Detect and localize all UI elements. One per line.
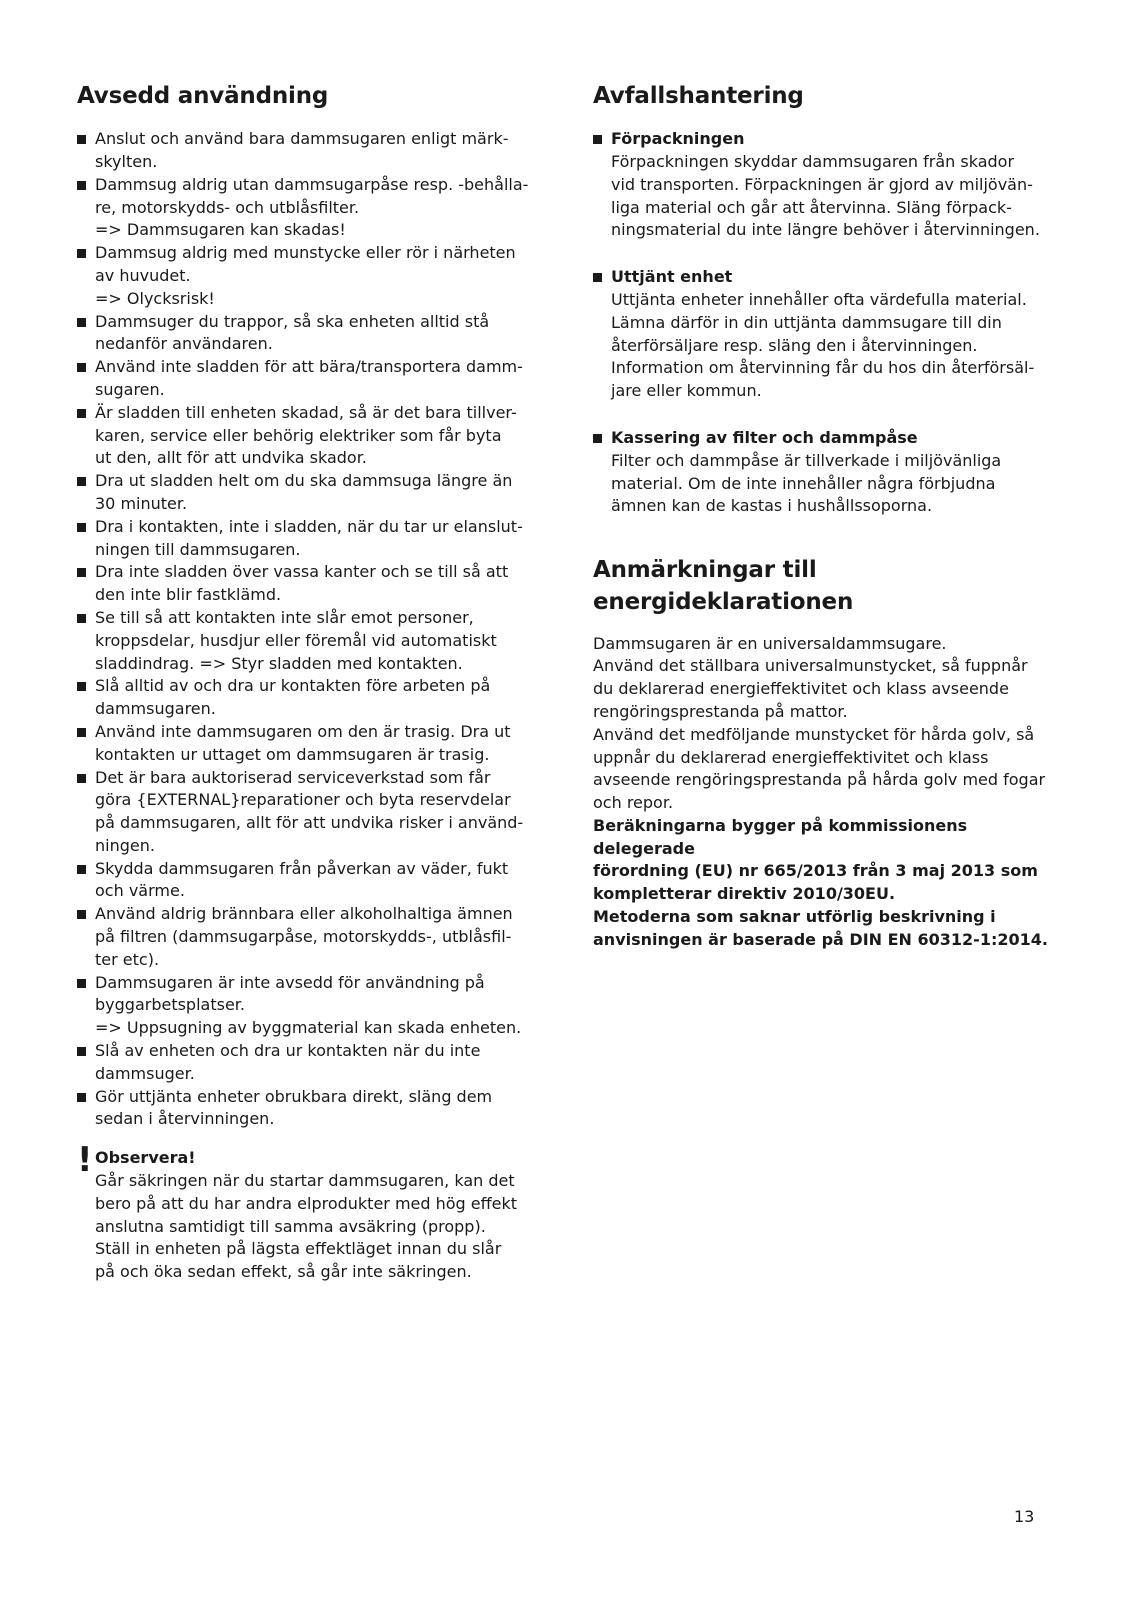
square-bullet-icon xyxy=(593,135,602,144)
square-bullet-icon xyxy=(593,434,602,443)
list-item xyxy=(77,675,547,721)
list-item-line: Använd inte sladden för att bära/transportera damm- xyxy=(95,357,523,377)
energy-bold-line: kompletterar direktiv 2010/30EU. xyxy=(593,884,896,904)
list-item-line: byggarbetsplatser. xyxy=(95,995,245,1015)
list-item-line: Dra inte sladden över vassa kanter och se till så att xyxy=(95,562,509,582)
energy-line: och repor. xyxy=(593,793,674,813)
list-item-line: Slå alltid av och dra ur kontakten före arbeten på xyxy=(95,676,491,696)
square-bullet-icon xyxy=(77,1047,86,1056)
list-item-line: på dammsugaren, allt för att undvika risker i använd- xyxy=(95,813,524,833)
energy-heading: Anmärkningar till energideklarationen xyxy=(593,557,854,616)
list-item xyxy=(77,1086,547,1132)
list-item xyxy=(77,356,547,402)
square-bullet-icon xyxy=(77,181,86,190)
list-item xyxy=(77,1040,547,1086)
exclamation-icon: ! xyxy=(77,1140,93,1181)
list-item-line: Använd aldrig brännbara eller alkoholhaltiga ämnen xyxy=(95,904,513,924)
list-item-line: Dra i kontakten, inte i sladden, när du tar ur elanslut- xyxy=(95,516,523,536)
energy-bold-lines xyxy=(593,815,1063,952)
waste-section-line: vid transporten. Förpackningen är gjord av miljövän- xyxy=(611,174,1033,194)
notice-line: Ställ in enheten på lägsta effektläget innan du slår xyxy=(95,1239,502,1259)
waste-section xyxy=(593,427,1063,518)
waste-sections xyxy=(593,128,1063,518)
list-item-line: Anslut och använd bara dammsugaren enligt märk- xyxy=(95,129,509,149)
waste-section-line: jare eller kommun. xyxy=(611,381,762,401)
waste-section-text xyxy=(611,289,1063,403)
list-item-line: kroppsdelar, husdjur eller föremål vid automatiskt xyxy=(95,630,497,650)
list-item-line: Använd inte dammsugaren om den är trasig. Dra ut xyxy=(95,721,511,741)
left-column xyxy=(77,80,547,1284)
list-item-line: Är sladden till enheten skadad, så är det bara tillver- xyxy=(95,402,517,422)
list-item xyxy=(77,402,547,470)
energy-bold-line: Beräkningarna bygger på kommissionens delegerade xyxy=(593,815,968,858)
list-item xyxy=(77,561,547,607)
list-item-line: Dra ut sladden helt om du ska dammsuga längre än xyxy=(95,471,513,491)
right-column xyxy=(593,80,1063,952)
waste-section-title: Uttjänt enhet xyxy=(611,267,733,287)
waste-section xyxy=(593,128,1063,242)
square-bullet-icon xyxy=(77,318,86,327)
waste-section-text xyxy=(611,450,1063,518)
energy-line: avseende rengöringsprestanda på hårda golv med fogar xyxy=(593,770,1046,790)
square-bullet-icon xyxy=(77,979,86,988)
list-item xyxy=(77,516,547,562)
square-bullet-icon xyxy=(77,614,86,623)
square-bullet-icon xyxy=(77,523,86,532)
square-bullet-icon xyxy=(77,135,86,144)
list-item-line: och värme. xyxy=(95,881,185,901)
notice-title: Observera! xyxy=(95,1148,196,1168)
list-item-line: Det är bara auktoriserad serviceverkstad som får xyxy=(95,767,491,787)
energy-line: Använd det ställbara universalmunstycket, så fuppnår xyxy=(593,656,1028,676)
list-item-line: => Uppsugning av byggmaterial kan skada enheten. xyxy=(95,1018,522,1038)
list-item-line: sladdindrag. => Styr sladden med kontakten. xyxy=(95,653,463,673)
square-bullet-icon xyxy=(77,249,86,258)
list-item xyxy=(77,972,547,1040)
waste-section-line: ämnen kan de kastas i hushållssoporna. xyxy=(611,496,933,516)
list-item-line: skylten. xyxy=(95,151,158,171)
waste-heading: Avfallshantering xyxy=(593,83,804,109)
notice-line: Går säkringen när du startar dammsugaren, kan det xyxy=(95,1171,515,1191)
list-item xyxy=(77,858,547,904)
waste-section-line: Information om återvinning får du hos din återförsäl- xyxy=(611,358,1035,378)
list-item-line: Skydda dammsugaren från påverkan av väder, fukt xyxy=(95,858,509,878)
energy-line: uppnår du deklarerad energieffektivitet och klass xyxy=(593,747,989,767)
list-item-line: Se till så att kontakten inte slår emot personer, xyxy=(95,607,474,627)
list-item-line: => Olycksrisk! xyxy=(95,288,215,308)
list-item xyxy=(77,242,547,310)
waste-section xyxy=(593,266,1063,403)
energy-line: rengöringsprestanda på mattor. xyxy=(593,701,848,721)
square-bullet-icon xyxy=(593,273,602,282)
list-item-line: nedanför användaren. xyxy=(95,334,273,354)
list-item-line: karen, service eller behörig elektriker som får byta xyxy=(95,425,502,445)
list-item-line: dammsuger. xyxy=(95,1063,195,1083)
waste-section-line: Uttjänta enheter innehåller ofta värdefulla material. xyxy=(611,289,1027,309)
intended-use-heading: Avsedd användning xyxy=(77,83,329,109)
waste-section-line: ningsmaterial du inte längre behöver i återvinningen. xyxy=(611,220,1040,240)
list-item-line: Dammsug aldrig med munstycke eller rör i närheten xyxy=(95,243,516,263)
list-item-line: den inte blir fastklämd. xyxy=(95,585,282,605)
list-item xyxy=(77,311,547,357)
list-item xyxy=(77,128,547,174)
waste-section-line: liga material och går att återvinna. Släng förpack- xyxy=(611,197,1012,217)
list-item xyxy=(77,767,547,858)
list-item-line: => Dammsugaren kan skadas! xyxy=(95,220,346,240)
list-item-line: 30 minuter. xyxy=(95,493,188,513)
page-number: 13 xyxy=(1014,1507,1035,1526)
waste-section-line: material. Om de inte innehåller några förbjudna xyxy=(611,473,996,493)
energy-bold-line: förordning (EU) nr 665/2013 från 3 maj 2013 som xyxy=(593,861,1038,881)
energy-line: du deklarerad energieffektivitet och klass avseende xyxy=(593,679,1009,699)
list-item-line: ningen. xyxy=(95,835,155,855)
list-item xyxy=(77,721,547,767)
square-bullet-icon xyxy=(77,568,86,577)
waste-section-line: Filter och dammpåse är tillverkade i miljövänliga xyxy=(611,450,1002,470)
notice-line: bero på att du har andra elprodukter med hög effekt xyxy=(95,1193,518,1213)
list-item xyxy=(77,903,547,971)
list-item-line: re, motorskydds- och utblåsfilter. xyxy=(95,197,360,217)
waste-section-title: Förpackningen xyxy=(611,129,745,149)
waste-section-text xyxy=(611,151,1063,242)
list-item-line: Dammsug aldrig utan dammsugarpåse resp. -behålla- xyxy=(95,174,529,194)
waste-section-title: Kassering av filter och dammpåse xyxy=(611,427,918,447)
list-item-line: på filtren (dammsugarpåse, motorskydds-, utblåsfil- xyxy=(95,927,512,947)
square-bullet-icon xyxy=(77,363,86,372)
square-bullet-icon xyxy=(77,1093,86,1102)
list-item xyxy=(77,470,547,516)
list-item-line: ningen till dammsugaren. xyxy=(95,539,301,559)
energy-bold-line: Metoderna som saknar utförlig beskrivning i xyxy=(593,907,996,927)
energy-text xyxy=(593,633,1063,952)
list-item-line: Gör uttjänta enheter obrukbara direkt, släng dem xyxy=(95,1086,493,1106)
list-item-line: göra {EXTERNAL}reparationer och byta reservdelar xyxy=(95,790,511,810)
energy-line: Dammsugaren är en universaldammsugare. xyxy=(593,633,947,653)
energy-plain-lines xyxy=(593,633,1063,815)
list-item-line: av huvudet. xyxy=(95,265,191,285)
waste-section-line: återförsäljare resp. släng den i återvinningen. xyxy=(611,335,978,355)
list-item xyxy=(77,174,547,242)
list-item-line: Slå av enheten och dra ur kontakten när du inte xyxy=(95,1041,481,1061)
square-bullet-icon xyxy=(77,728,86,737)
waste-section-line: Lämna därför in din uttjänta dammsugare till din xyxy=(611,312,1002,332)
list-item-line: kontakten ur uttaget om dammsugaren är trasig. xyxy=(95,744,490,764)
square-bullet-icon xyxy=(77,774,86,783)
list-item-line: ter etc). xyxy=(95,949,160,969)
notice-box xyxy=(77,1140,547,1284)
list-item-line: Dammsuger du trappor, så ska enheten alltid stå xyxy=(95,311,490,331)
notice-line: anslutna samtidigt till samma avsäkring (propp). xyxy=(95,1216,486,1236)
list-item-line: Dammsugaren är inte avsedd för användning på xyxy=(95,972,485,992)
energy-line: Använd det medföljande munstycket för hårda golv, så xyxy=(593,724,1035,744)
waste-section-line: Förpackningen skyddar dammsugaren från skador xyxy=(611,151,1015,171)
square-bullet-icon xyxy=(77,865,86,874)
list-item-line: sugaren. xyxy=(95,379,165,399)
list-item-line: sedan i återvinningen. xyxy=(95,1109,275,1129)
square-bullet-icon xyxy=(77,910,86,919)
list-item-line: dammsugaren. xyxy=(95,699,216,719)
energy-bold-line: anvisningen är baserade på DIN EN 60312-1:2014. xyxy=(593,929,1048,949)
list-item xyxy=(77,607,547,675)
notice-line: på och öka sedan effekt, så går inte säkringen. xyxy=(95,1262,472,1282)
square-bullet-icon xyxy=(77,409,86,418)
square-bullet-icon xyxy=(77,682,86,691)
list-item-line: ut den, allt för att undvika skador. xyxy=(95,448,367,468)
notice-text xyxy=(95,1170,547,1284)
intended-use-list xyxy=(77,128,547,1131)
square-bullet-icon xyxy=(77,477,86,486)
